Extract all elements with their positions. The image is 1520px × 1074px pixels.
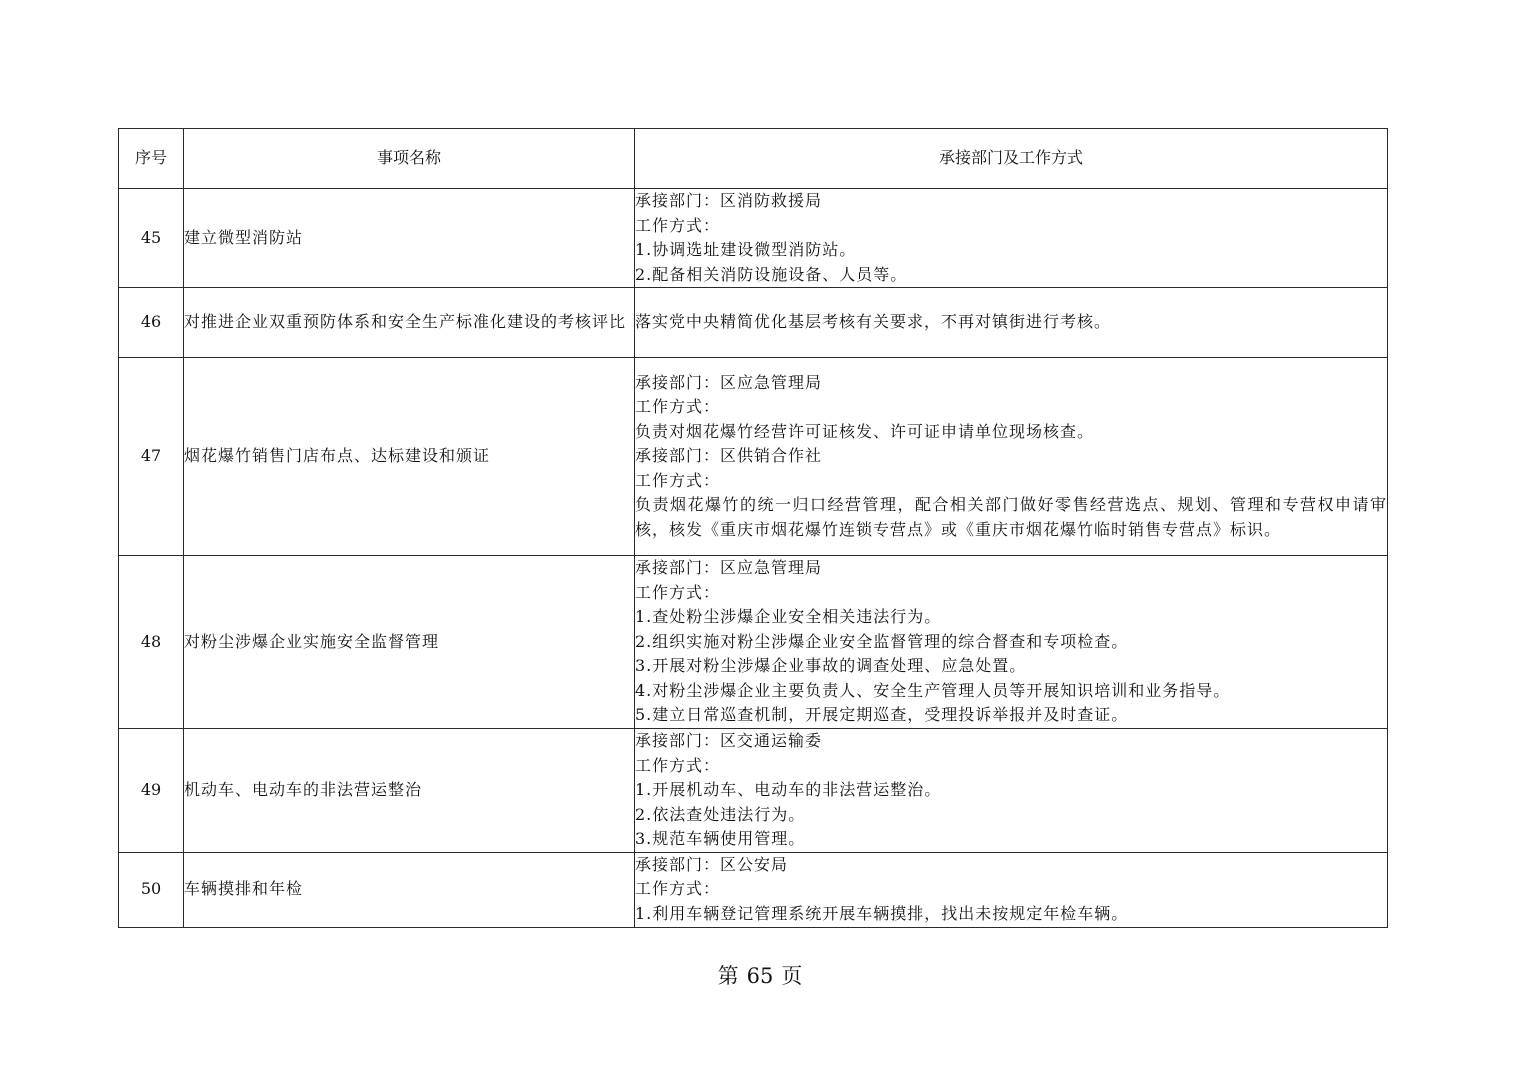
department-and-method [635,729,1388,853]
detail-line: 1.查处粉尘涉爆企业安全相关违法行为。 [635,607,942,627]
matter-name: 车辆摸排和年检 [184,852,635,927]
detail-line: 工作方式： [635,215,721,235]
department-and-method [635,556,1388,729]
matters-table [118,128,1388,928]
detail-line: 5.建立日常巡查机制，开展定期巡查，受理投诉举报并及时查证。 [635,705,1129,725]
header-detail: 承接部门及工作方式 [635,129,1388,189]
detail-line: 承接部门：区应急管理局 [635,372,823,392]
table-row [119,852,1388,927]
page-footer [0,960,1520,990]
row-number: 49 [119,729,184,853]
table-row [119,556,1388,729]
page-prefix: 第 [717,964,739,988]
detail-line: 负责对烟花爆竹经营许可证核发、许可证申请单位现场核查。 [635,421,1095,441]
department-and-method [635,288,1388,358]
header-num: 序号 [119,129,184,189]
matter-name: 机动车、电动车的非法营运整治 [184,729,635,853]
matter-name-text: 对推进企业双重预防体系和安全生产标准化建设的考核评比 [184,312,627,332]
detail-line: 1.开展机动车、电动车的非法营运整治。 [635,780,942,799]
detail-line: 承接部门：区应急管理局 [635,558,823,578]
detail-paragraph: 负责烟花爆竹的统一归口经营管理，配合相关部门做好零售经营选点、规划、管理和专营权申请审核，核发《重庆市烟花爆竹连锁专营点》或《重庆市烟花爆竹临时销售专营点》标识。 [635,495,1387,539]
detail-line: 1.协调选址建设微型消防站。 [635,240,857,259]
table-row [119,358,1388,556]
row-number: 46 [119,288,184,358]
detail-line: 承接部门：区交通运输委 [635,731,823,750]
detail-line: 1.利用车辆登记管理系统开展车辆摸排，找出未按规定年检车辆。 [635,903,1129,923]
matter-name: 对粉尘涉爆企业实施安全监督管理 [184,556,635,729]
detail-line: 承接部门：区供销合作社 [635,446,823,466]
table-row [119,189,1388,288]
row-number: 50 [119,852,184,927]
detail-line: 工作方式： [635,755,721,775]
detail-line: 2.依法查处违法行为。 [635,804,806,824]
detail-line: 工作方式： [635,397,721,417]
matter-name: 建立微型消防站 [184,189,635,288]
detail-line: 承接部门：区消防救援局 [635,191,823,210]
row-number: 47 [119,358,184,556]
page-number: 65 [746,964,774,988]
matter-name: 烟花爆竹销售门店布点、达标建设和颁证 [184,358,635,556]
detail-line: 3.规范车辆使用管理。 [635,829,806,848]
detail-line: 落实党中央精简优化基层考核有关要求，不再对镇街进行考核。 [635,312,1112,332]
table-row [119,288,1388,358]
matter-name [184,288,635,358]
department-and-method [635,852,1388,927]
page-suffix: 页 [781,964,803,988]
detail-line: 2.配备相关消防设施设备、人员等。 [635,264,908,284]
header-name: 事项名称 [184,129,635,189]
detail-line: 工作方式： [635,582,721,602]
table-row [119,729,1388,853]
row-number: 48 [119,556,184,729]
detail-line: 4.对粉尘涉爆企业主要负责人、安全生产管理人员等开展知识培训和业务指导。 [635,680,1231,700]
detail-line: 承接部门：区公安局 [635,854,789,874]
detail-line: 3.开展对粉尘涉爆企业事故的调查处理、应急处置。 [635,656,1027,676]
row-number: 45 [119,189,184,288]
department-and-method [635,358,1388,556]
detail-line: 工作方式： [635,470,721,490]
table-header-row [119,129,1388,189]
department-and-method [635,189,1388,288]
detail-line: 工作方式： [635,879,721,899]
detail-line: 2.组织实施对粉尘涉爆企业安全监督管理的综合督查和专项检查。 [635,631,1129,651]
